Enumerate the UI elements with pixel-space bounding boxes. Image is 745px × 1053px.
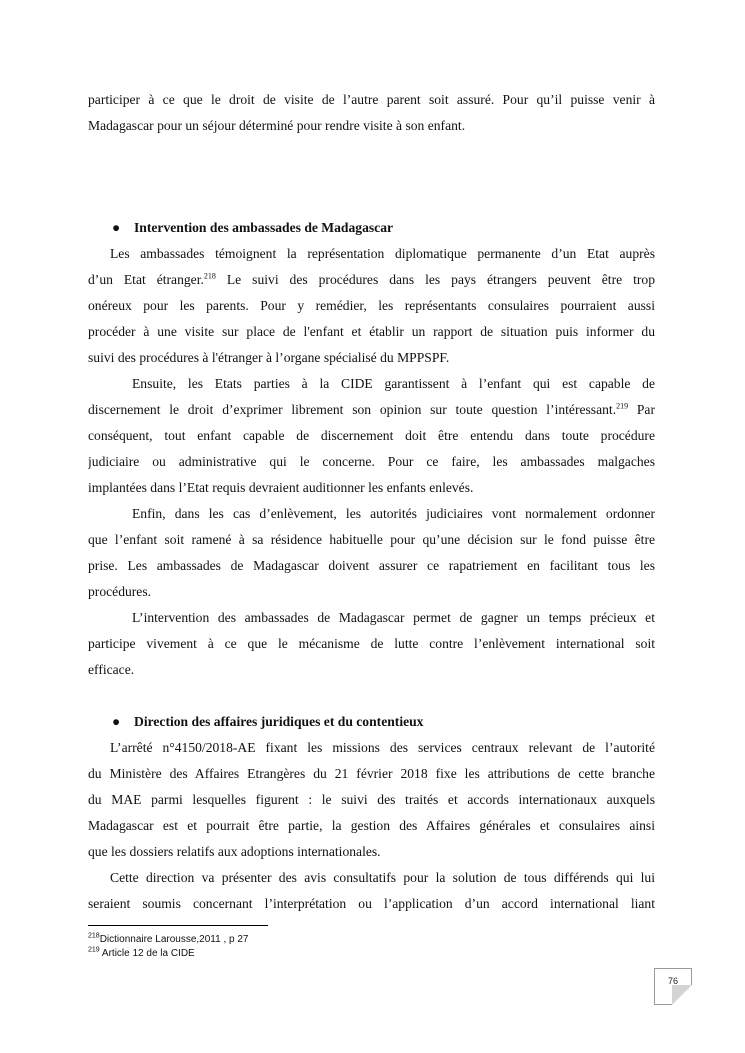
footnote <box>88 948 195 960</box>
bullet-icon: ● <box>112 220 121 235</box>
body-line <box>88 271 655 289</box>
page-number-box <box>654 968 692 1005</box>
section-heading-text: Direction des affaires juridiques et du contentieux <box>134 714 424 729</box>
body-line: judiciaire ou administrative qui le concerne. Pour ce faire, les ambassades malgaches <box>88 454 655 469</box>
footnote <box>88 934 249 946</box>
body-line: Madagascar est et pourrait être partie, la gestion des Affaires générales et consulaires ainsi <box>88 818 655 833</box>
page-curl-icon <box>672 985 692 1005</box>
body-line: procédures. <box>88 584 152 599</box>
body-line: participe vivement à ce que le mécanisme de lutte contre l’enlèvement international soit <box>88 636 655 651</box>
body-line <box>88 401 655 419</box>
body-line: prise. Les ambassades de Madagascar doivent assurer ce rapatriement en facilitant tous les <box>88 558 655 573</box>
body-line: du MAE parmi lesquelles figurent : le suivi des traités et accords internationaux auxquels <box>88 792 655 807</box>
footnote-separator <box>88 925 268 926</box>
body-line: L’intervention des ambassades de Madagascar permet de gagner un temps précieux et <box>132 610 655 625</box>
footnote-number: 219 <box>88 946 100 954</box>
body-line: conséquent, tout enfant capable de discernement doit être entendu dans toute procédure <box>88 428 655 443</box>
section-heading-legal-affairs <box>88 713 655 731</box>
body-line: Les ambassades témoignent la représentation diplomatique permanente d’un Etat auprès <box>110 246 655 261</box>
body-line: que l’enfant soit ramené à sa résidence habituelle pour qu’une décision sur le fond puisse être <box>88 532 655 547</box>
body-line: Madagascar pour un séjour déterminé pour rendre visite à son enfant. <box>88 118 466 133</box>
body-text: discernement le droit d’exprimer librement son opinion sur toute question l’intéressant. <box>88 402 617 417</box>
body-line: implantées dans l’Etat requis devraient auditionner les enfants enlevés. <box>88 480 474 495</box>
body-line: que les dossiers relatifs aux adoptions internationales. <box>88 844 381 859</box>
body-line: Enfin, dans les cas d’enlèvement, les autorités judiciaires vont normalement ordonner <box>132 506 655 521</box>
page-number: 76 <box>667 976 678 986</box>
body-line: Ensuite, les Etats parties à la CIDE garantissent à l’enfant qui est capable de <box>132 376 655 391</box>
body-text: d’un Etat étranger. <box>88 272 204 287</box>
footnote-text: Dictionnaire Larousse,2011 , p 27 <box>99 934 249 945</box>
body-line: procéder à une visite sur place de l'enfant et établir un rapport de situation puis informer du <box>88 324 655 339</box>
body-line: participer à ce que le droit de visite de l’autre parent soit assuré. Pour qu’il puisse venir à <box>88 92 655 107</box>
footnote-reference: 218 <box>203 271 216 281</box>
body-line: L’arrêté n°4150/2018-AE fixant les missions des services centraux relevant de l’autorité <box>110 740 655 755</box>
footnote-text: Article 12 de la CIDE <box>99 948 195 959</box>
section-heading-text: Intervention des ambassades de Madagascar <box>134 220 394 235</box>
body-text: Par <box>628 402 655 417</box>
body-line: suivi des procédures à l'étranger à l’organe spécialisé du MPPSPF. <box>88 350 450 365</box>
body-line: onéreux pour les parents. Pour y remédier, les représentants consulaires pourraient aussi <box>88 298 655 313</box>
bullet-icon: ● <box>112 714 121 729</box>
body-text: Le suivi des procédures dans les pays étrangers peuvent être trop <box>215 272 655 287</box>
footnote-number: 218 <box>88 932 100 940</box>
body-line: efficace. <box>88 662 135 677</box>
body-line: Cette direction va présenter des avis consultatifs pour la solution de tous différends qui lui <box>110 870 655 885</box>
section-heading-embassies <box>88 219 655 237</box>
body-line: seraient soumis concernant l’interprétation ou l’application d’un accord international liant <box>88 896 655 911</box>
body-line: du Ministère des Affaires Etrangères du 21 février 2018 fixe les attributions de cette branche <box>88 766 655 781</box>
footnote-reference: 219 <box>616 401 629 411</box>
